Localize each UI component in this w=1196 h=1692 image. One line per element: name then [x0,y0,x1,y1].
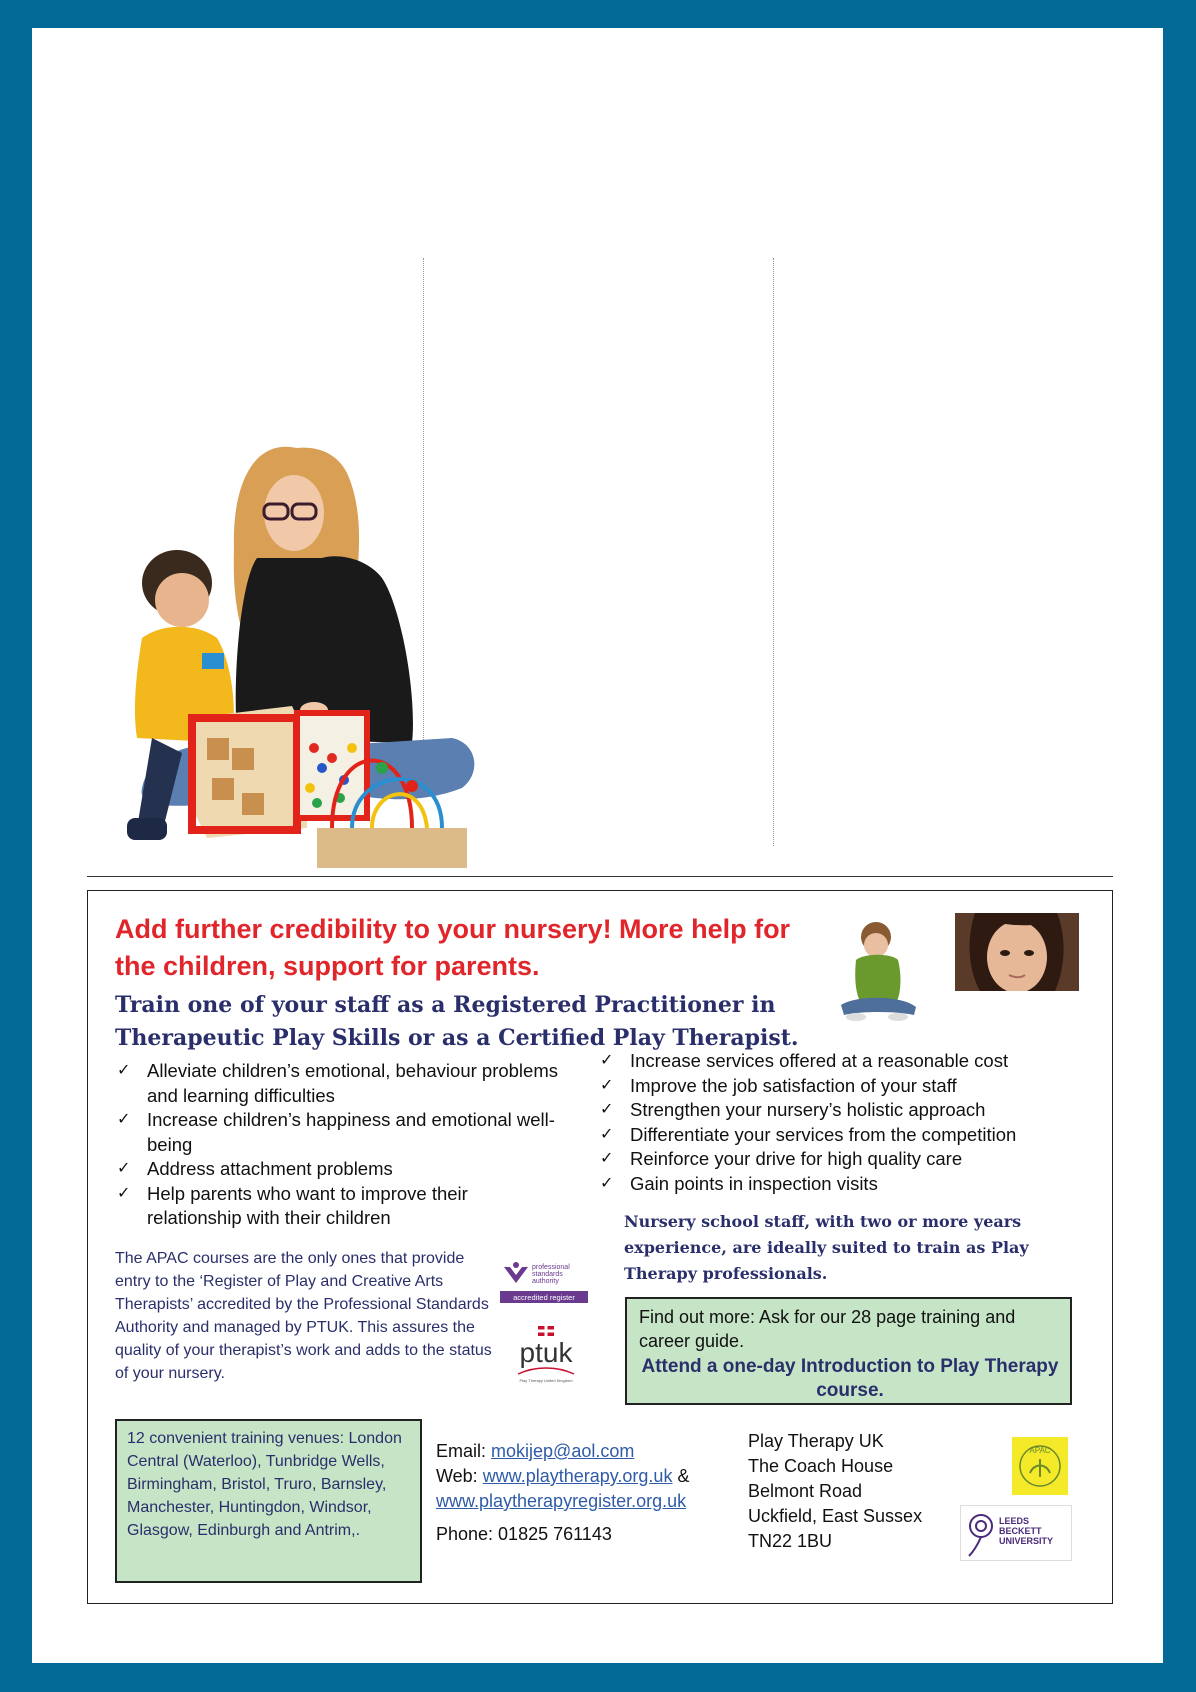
psa-logo-text: professional [532,1264,570,1271]
list-item: ✓ Improve the job satisfaction of your staff [598,1074,1068,1099]
check-icon: ✓ [117,1160,131,1177]
apac-courses-text: The APAC courses are the only ones that provide entry to the ‘Register of Play and Creative Arts Therapists’ accredited by the Professional Standards Authority and managed by PTUK. This assures the quality of your therapist’s work and adds to the status of your nursery. [115,1250,492,1382]
psa-logo-text: accredited register [513,1293,575,1302]
psa-logo-text: standards [532,1271,563,1278]
psa-accredited-register-logo [500,1261,590,1305]
check-icon: ✓ [600,1125,614,1143]
phone-line: Phone: 01825 761143 [436,1524,612,1544]
girl-face-photo [955,913,1079,991]
list-item: ✓ Increase children’s happiness and emotional well-being [117,1109,555,1155]
web-link-register[interactable]: www.playtherapyregister.org.uk [436,1491,687,1511]
nursery-advert [87,890,1113,1604]
sad-boy-photo [836,915,921,1023]
leeds-logo-text: UNIVERSITY [999,1536,1054,1546]
psa-logo-text: authority [532,1278,559,1285]
check-icon: ✓ [117,1184,131,1202]
list-item: ✓ Strengthen your nursery’s holistic approach [598,1098,1068,1123]
list-item: ✓ Alleviate children’s emotional, behaviour problems and learning difficulties [117,1060,558,1106]
training-venues-text: 12 convenient training venues: London Central (Waterloo), Tunbridge Wells, Birmingham, Bristol, Truro, Barnsley, Manchester, Huntingdon, Windsor, Glasgow, Edinburgh and Antrim,. [127,1430,402,1539]
intro-course-cta: Attend a one-day Introduction to Play Therapy course. [641,1356,1059,1401]
contact-details [436,1439,736,1547]
nursery-staff-note: Nursery school staff, with two or more years experience, are ideally suited to train as Play Therapy professionals. [624,1212,1029,1283]
leeds-logo-text: BECKETT [999,1526,1042,1536]
list-item: ✓ Reinforce your drive for high quality care [598,1147,1068,1172]
ptuk-logo [510,1324,582,1386]
list-item: ✓ Address attachment problems [115,1157,565,1182]
check-icon: ✓ [600,1052,614,1069]
headline: Add further credibility to your nursery! More help for the children, support for parents. [115,914,791,981]
web-line: Web: www.playtherapy.org.uk & www.playtherapyregister.org.uk [436,1466,690,1511]
ptuk-logo-text: ptuk [519,1337,573,1368]
check-icon: ✓ [117,1062,131,1079]
list-item: ✓ Increase services offered at a reasonable cost [598,1049,1068,1074]
training-venues-box [115,1419,422,1583]
subheadline: Train one of your staff as a Registered Practitioner in Therapeutic Play Skills or as a Certified Play Therapist. [115,992,799,1051]
find-out-more-text: Find out more: Ask for our 28 page training and career guide. [639,1307,1016,1351]
web-link-playtherapy[interactable]: www.playtherapy.org.uk [482,1466,673,1486]
find-out-more-box [625,1297,1072,1405]
leeds-logo-text: LEEDS [999,1516,1030,1526]
apac-logo [1012,1437,1068,1495]
benefits-list-right [598,1049,1068,1196]
check-icon: ✓ [117,1111,131,1128]
list-item: ✓ Help parents who want to improve their relationship with their children [117,1182,468,1228]
list-item: ✓ Gain points in inspection visits [598,1172,1068,1197]
email-link[interactable]: mokijep@aol.com [491,1441,635,1461]
page [32,28,1163,1663]
column-divider-right [773,258,774,846]
email-line: Email: mokijep@aol.com [436,1441,635,1461]
check-icon: ✓ [600,1174,614,1192]
leeds-beckett-university-logo [960,1505,1072,1561]
check-icon: ✓ [600,1101,614,1118]
woman-child-play-photo [82,408,482,898]
horizontal-rule [87,876,1113,877]
list-item: ✓ Differentiate your services from the competition [598,1123,1068,1148]
apac-logo-text: APAC [1029,1446,1051,1455]
benefits-list-left [115,1059,565,1231]
check-icon: ✓ [600,1076,614,1094]
ptuk-logo-text: Play Therapy United Kingdom [519,1378,573,1383]
postal-address: Play Therapy UK The Coach House Belmont Road Uckfield, East Sussex TN22 1BU [748,1431,923,1551]
check-icon: ✓ [600,1150,614,1167]
